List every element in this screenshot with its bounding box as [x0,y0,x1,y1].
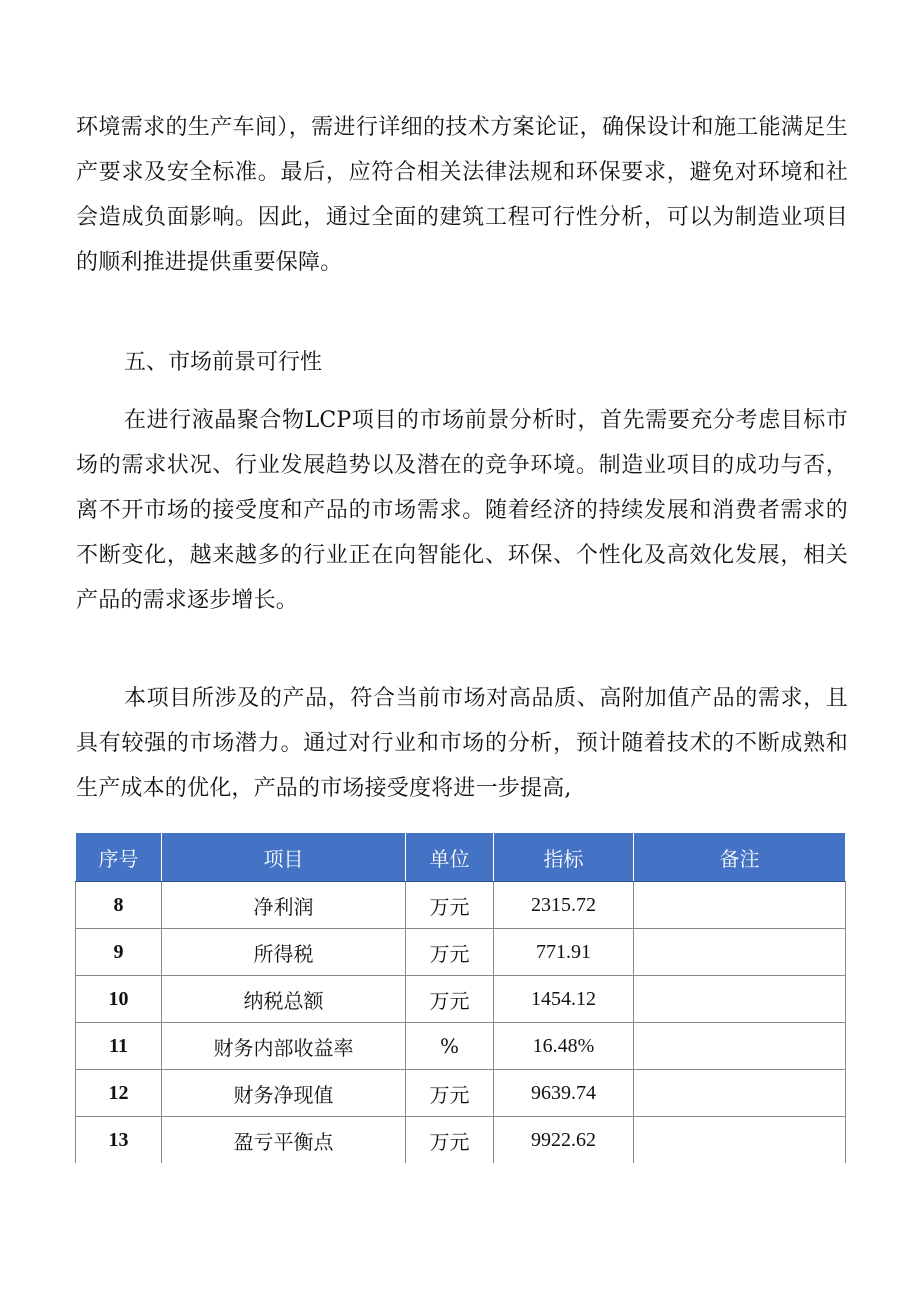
cell-note [634,882,846,929]
cell-unit: 万元 [406,1117,494,1164]
cell-unit: % [406,1023,494,1070]
cell-item: 净利润 [162,882,406,929]
cell-seq: 13 [76,1117,162,1164]
cell-seq: 11 [76,1023,162,1070]
cell-value: 9922.62 [494,1117,634,1164]
cell-seq: 10 [76,976,162,1023]
cell-note [634,1117,846,1164]
paragraph-product-potential: 本项目所涉及的产品，符合当前市场对高品质、高附加值产品的需求，且具有较强的市场潜力。通过对行业和市场的分析，预计随着技术的不断成熟和生产成本的优化，产品的市场接受度将进一步提高, [76,686,848,801]
cell-seq: 8 [76,882,162,929]
cell-seq: 9 [76,929,162,976]
cell-unit: 万元 [406,882,494,929]
header-value: 指标 [494,833,634,882]
table-row [76,1070,846,1117]
paragraph-building-feasibility: 环境需求的生产车间），需进行详细的技术方案论证，确保设计和施工能满足生产要求及安全标准。最后，应符合相关法律法规和环保要求，避免对环境和社会造成负面影响。因此，通过全面的建筑工程可行性分析，可以为制造业项目的顺利推进提供重要保障。 [76,115,848,275]
paragraph-market-analysis: 在进行液晶聚合物LCP项目的市场前景分析时，首先需要充分考虑目标市场的需求状况、行业发展趋势以及潜在的竞争环境。制造业项目的成功与否，离不开市场的接受度和产品的市场需求。随着经济的持续发展和消费者需求的不断变化，越来越多的行业正在向智能化、环保、个性化及高效化发展，相关产品的需求逐步增长。 [76,408,848,613]
header-note: 备注 [634,833,846,882]
cell-value: 771.91 [494,929,634,976]
cell-unit: 万元 [406,976,494,1023]
cell-item: 财务净现值 [162,1070,406,1117]
cell-value: 1454.12 [494,976,634,1023]
table-row [76,1023,846,1070]
table-row [76,976,846,1023]
cell-note [634,929,846,976]
cell-item: 财务内部收益率 [162,1023,406,1070]
header-unit: 单位 [406,833,494,882]
cell-value: 2315.72 [494,882,634,929]
cell-unit: 万元 [406,1070,494,1117]
table-row [76,929,846,976]
financial-indicators-table [75,832,846,1163]
cell-note [634,1023,846,1070]
cell-item: 盈亏平衡点 [162,1117,406,1164]
table-header-row [76,833,846,882]
cell-unit: 万元 [406,929,494,976]
cell-item: 纳税总额 [162,976,406,1023]
cell-value: 16.48% [494,1023,634,1070]
header-item: 项目 [162,833,406,882]
cell-seq: 12 [76,1070,162,1117]
section-heading-market-prospect: 五、市场前景可行性 [124,350,323,375]
cell-item: 所得税 [162,929,406,976]
cell-value: 9639.74 [494,1070,634,1117]
table-row [76,1117,846,1164]
cell-note [634,976,846,1023]
cell-note [634,1070,846,1117]
table-row [76,882,846,929]
header-seq: 序号 [76,833,162,882]
